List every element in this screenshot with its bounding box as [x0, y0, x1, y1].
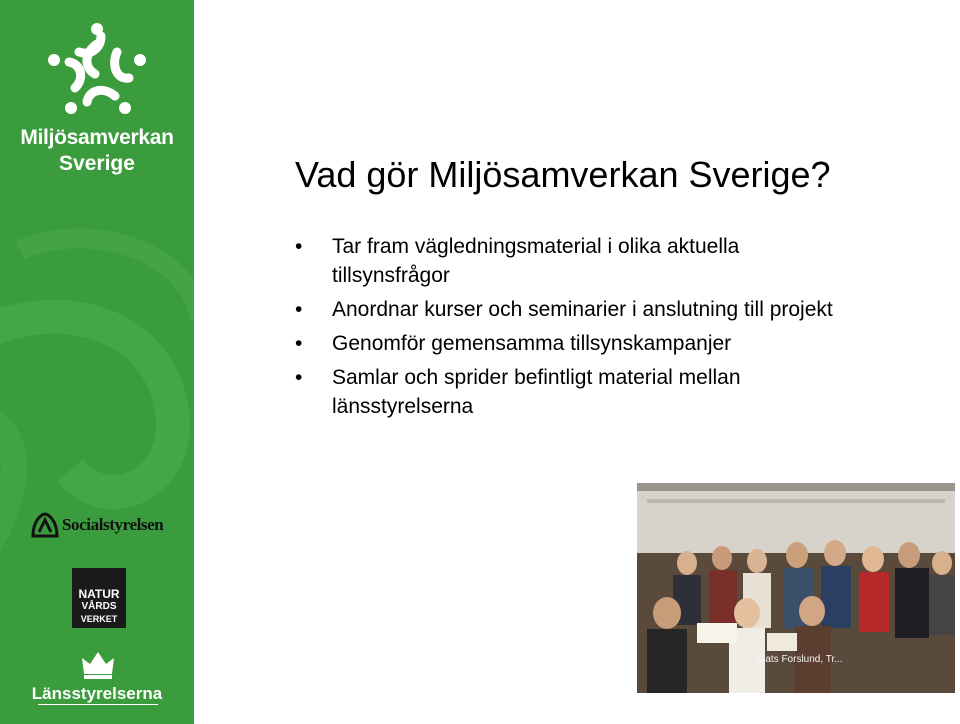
naturvardsverket-logo [72, 568, 126, 628]
socialstyrelsen-text: Socialstyrelsen [62, 515, 164, 534]
socialstyrelsen-emblem-icon [30, 512, 60, 538]
nv-line2: VÅRDS [81, 601, 117, 612]
list-item: • Anordnar kurser och seminarier i anslutning till projekt [295, 295, 855, 324]
slide-title: Vad gör Miljösamverkan Sverige? [295, 154, 831, 195]
list-item: • Samlar och sprider befintligt material mellan länsstyrelserna [295, 363, 855, 421]
photo-credit: Mats Forslund, Tr... [757, 654, 843, 665]
bullet-list [295, 232, 855, 426]
list-item: • Genomför gemensamma tillsynskampanjer [295, 329, 855, 358]
nv-line1: NATUR [78, 587, 120, 601]
miljosamverkan-logo-icon [45, 22, 149, 118]
socialstyrelsen-logo [30, 512, 163, 538]
divider [38, 704, 158, 705]
brand-name: Miljösamverkan [20, 126, 174, 149]
list-item: • Tar fram vägledningsmaterial i olika aktuella tillsynsfrågor [295, 232, 855, 290]
lansstyrelserna-text: Länsstyrelserna [31, 684, 163, 703]
nv-line3: VERKET [80, 614, 118, 624]
crown-icon [80, 648, 116, 680]
workshop-photo [637, 483, 955, 693]
sidebar [0, 0, 194, 724]
brand-country: Sverige [59, 152, 135, 175]
